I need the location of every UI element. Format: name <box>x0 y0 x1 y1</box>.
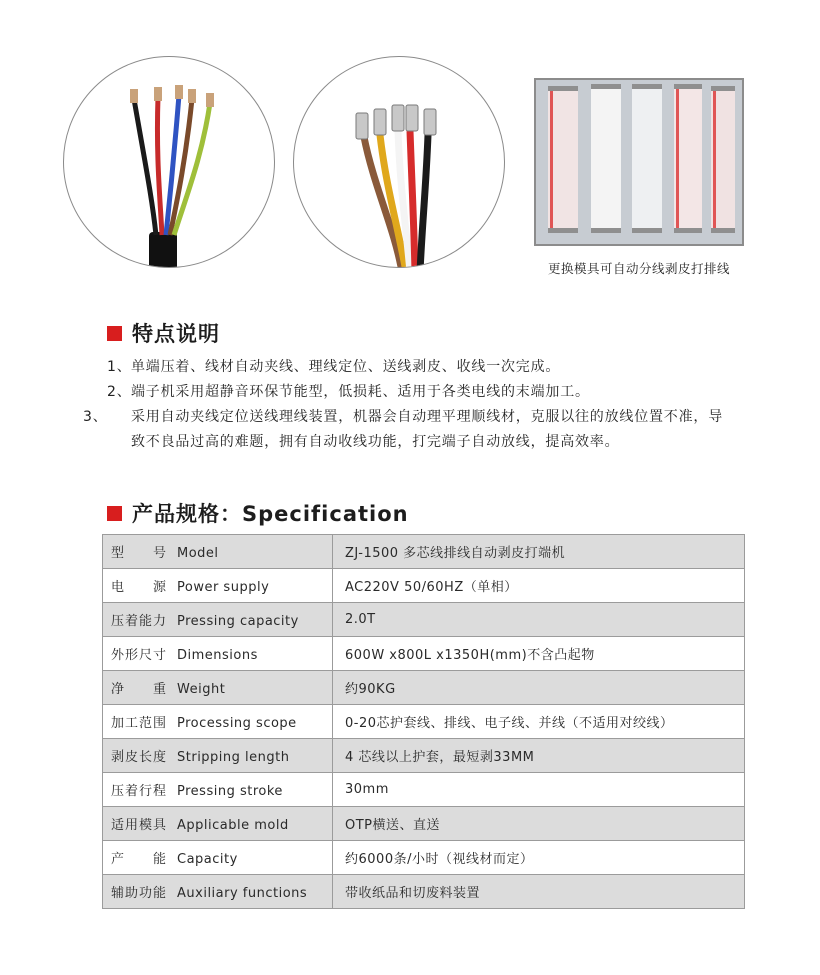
spec-value: 0-20芯护套线、排线、电子线、并线（不适用对绞线） <box>333 705 745 739</box>
spec-label-zh: 加工范围 <box>111 716 168 731</box>
table-row <box>103 603 745 637</box>
spec-label <box>103 875 333 909</box>
colored-wires-illustration <box>294 57 504 267</box>
spec-value: OTP横送、直送 <box>333 807 745 841</box>
spec-label-en: Dimensions <box>177 648 258 663</box>
spec-label-zh: 适用模具 <box>111 818 168 833</box>
spec-label-zh: 电 源 <box>111 580 168 595</box>
ribbon-cable-illustration <box>536 80 742 244</box>
spec-label-en: Power supply <box>177 580 270 595</box>
features-heading-text: 特点说明 <box>132 322 220 346</box>
features-heading <box>107 318 220 348</box>
spec-value: 600W x800L x1350H(mm)不含凸起物 <box>333 637 745 671</box>
table-row <box>103 637 745 671</box>
heading-marker-icon <box>107 506 122 521</box>
feature-item <box>83 405 727 455</box>
spec-table <box>102 534 745 909</box>
spec-value: ZJ-1500 多芯线排线自动剥皮打端机 <box>333 535 745 569</box>
spec-value: 30mm <box>333 773 745 807</box>
table-row <box>103 705 745 739</box>
feature-item <box>107 355 727 380</box>
photo-caption: 更换模具可自动分线剥皮打排线 <box>547 261 730 276</box>
spec-label <box>103 671 333 705</box>
spec-label-zh: 产 能 <box>111 852 168 867</box>
spec-label-zh: 剥皮长度 <box>111 750 168 765</box>
spec-label-zh: 净 重 <box>111 682 168 697</box>
heading-marker-icon <box>107 326 122 341</box>
feature-text: 采用自动夹线定位送线理线装置，机器会自动理平理顺线材，克服以往的放线位置不准，导致不良品过高的难题，拥有自动收线功能，打完端子自动放线，提高效率。 <box>131 409 723 450</box>
table-row <box>103 773 745 807</box>
spec-label-en: Processing scope <box>177 716 297 731</box>
feature-text: 单端压着、线材自动夹线、理线定位、送线剥皮、收线一次完成。 <box>131 359 561 375</box>
spec-label <box>103 603 333 637</box>
spec-label <box>103 705 333 739</box>
spec-label <box>103 535 333 569</box>
spec-value: 4 芯线以上护套，最短剥33MM <box>333 739 745 773</box>
spec-value: 约90KG <box>333 671 745 705</box>
spec-label-zh: 外形尺寸 <box>111 648 168 663</box>
spec-label-zh: 型 号 <box>111 546 168 561</box>
spec-value: 约6000条/小时（视线材而定） <box>333 841 745 875</box>
spec-label <box>103 773 333 807</box>
spec-label-en: Pressing stroke <box>177 784 283 799</box>
multicore-cable-photo <box>63 56 275 268</box>
table-row <box>103 841 745 875</box>
spec-label-en: Pressing capacity <box>177 614 299 629</box>
spec-label <box>103 841 333 875</box>
spec-value: AC220V 50/60HZ（单相） <box>333 569 745 603</box>
spec-label-en: Capacity <box>177 852 238 867</box>
spec-label-en: Weight <box>177 682 226 697</box>
spec-label <box>103 637 333 671</box>
spec-label-en: Applicable mold <box>177 818 289 833</box>
spec-value: 2.0T <box>333 603 745 637</box>
table-row <box>103 671 745 705</box>
table-row <box>103 875 745 909</box>
spec-label <box>103 739 333 773</box>
feature-number: 1、 <box>107 359 132 375</box>
ribbon-cable-photo <box>534 78 744 246</box>
spec-label-en: Stripping length <box>177 750 290 765</box>
spec-value: 带收纸品和切废料装置 <box>333 875 745 909</box>
table-row <box>103 569 745 603</box>
table-row <box>103 807 745 841</box>
colored-wires-photo <box>293 56 505 268</box>
table-row <box>103 535 745 569</box>
spec-label-zh: 压着行程 <box>111 784 168 799</box>
spec-heading-text: 产品规格：Specification <box>132 502 409 526</box>
spec-label <box>103 807 333 841</box>
feature-number: 2、 <box>107 384 132 400</box>
table-row <box>103 739 745 773</box>
feature-text: 端子机采用超静音环保节能型，低损耗、适用于各类电线的末端加工。 <box>131 384 590 400</box>
spec-label-zh: 压着能力 <box>111 614 168 629</box>
multicore-cable-illustration <box>64 57 274 267</box>
spec-label-en: Auxiliary functions <box>177 886 308 901</box>
feature-list <box>83 355 727 455</box>
feature-item <box>107 380 727 405</box>
spec-heading <box>107 498 409 528</box>
spec-label <box>103 569 333 603</box>
feature-number: 3、 <box>83 409 108 425</box>
spec-label-zh: 辅助功能 <box>111 886 168 901</box>
spec-label-en: Model <box>177 546 219 561</box>
